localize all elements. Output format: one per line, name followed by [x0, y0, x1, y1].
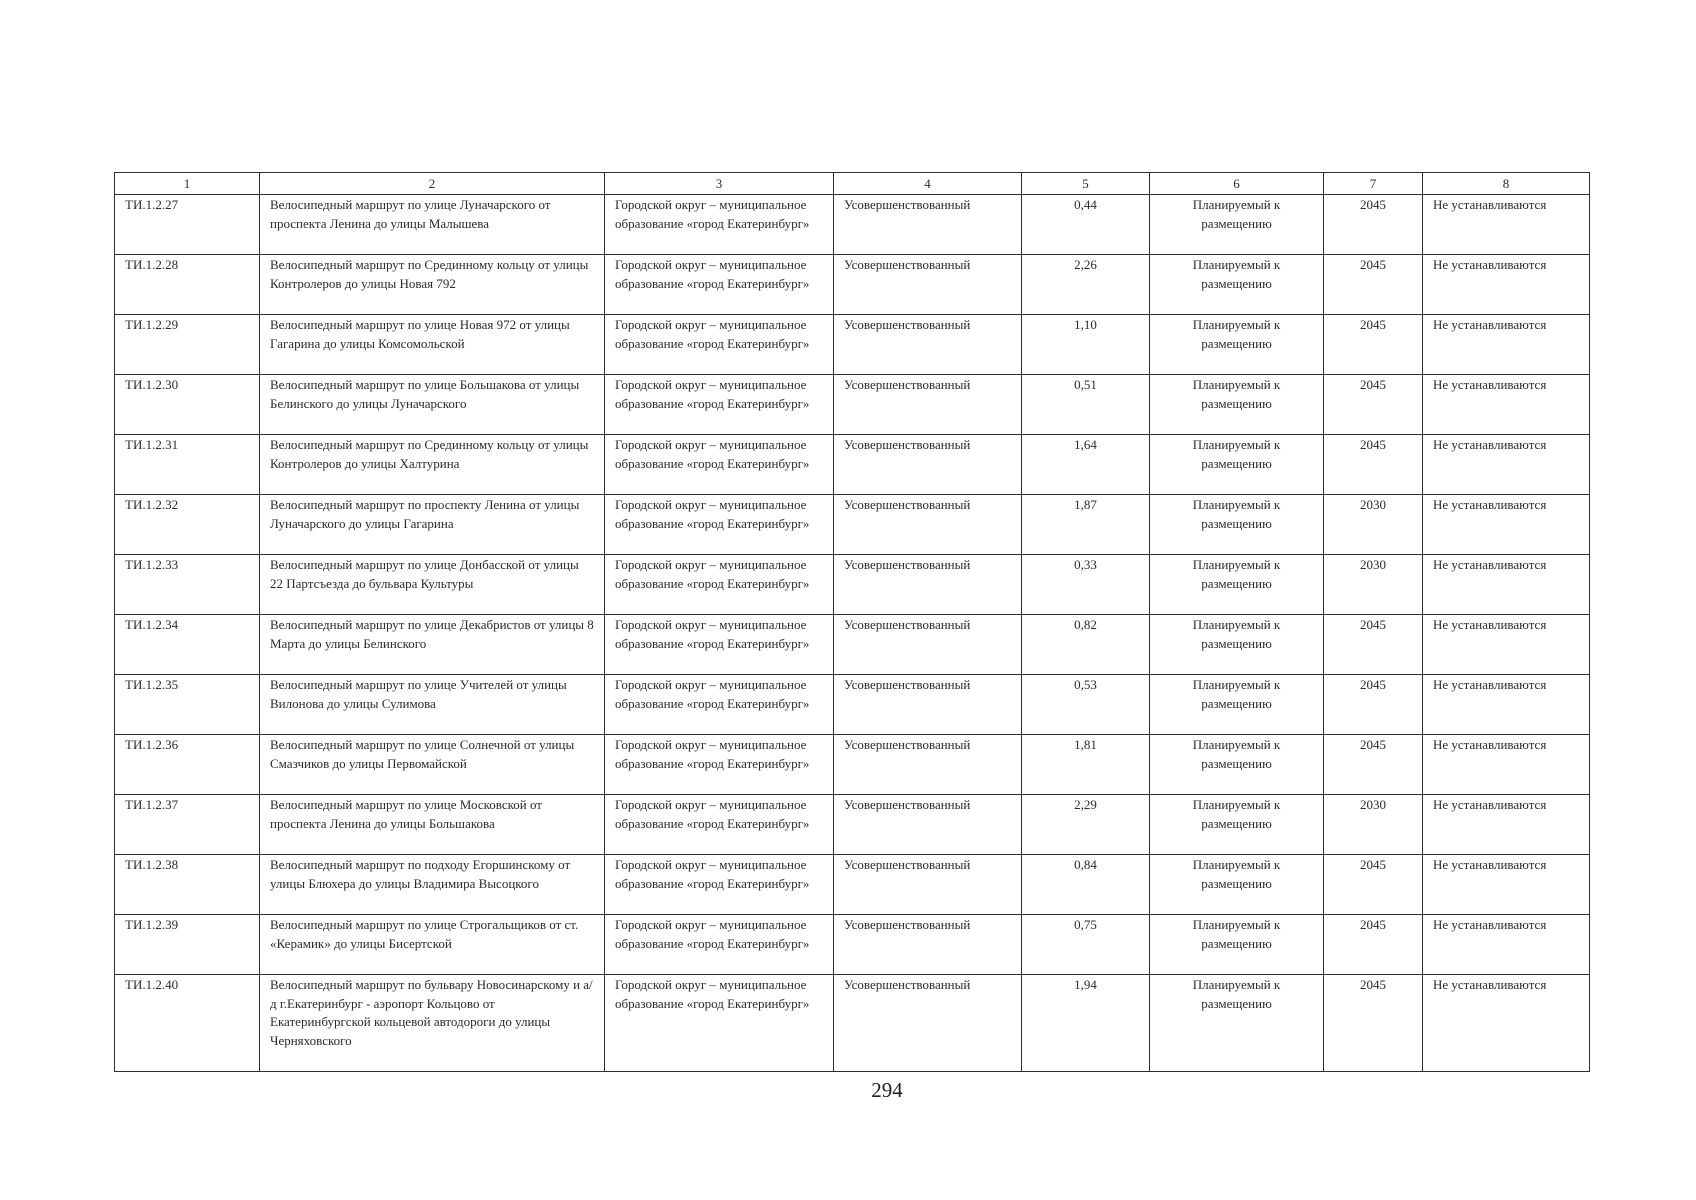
object-name-cell: Велосипедный маршрут по улице Московской от проспекта Ленина до улицы Большакова: [260, 795, 605, 855]
table-row: [115, 795, 1590, 855]
length-cell: 0,33: [1022, 555, 1150, 615]
year-cell: 2045: [1324, 315, 1423, 375]
municipality-cell: Городской округ – муниципальное образование «город Екатеринбург»: [605, 735, 834, 795]
length-cell: 1,64: [1022, 435, 1150, 495]
status-cell: Планируемый к размещению: [1150, 615, 1324, 675]
zone-cell: Не устанавливаются: [1423, 795, 1590, 855]
table-row: [115, 915, 1590, 975]
object-type-cell: Усовершенствованный: [834, 615, 1022, 675]
table-row: [115, 675, 1590, 735]
status-cell: Планируемый к размещению: [1150, 375, 1324, 435]
length-cell: 0,51: [1022, 375, 1150, 435]
year-cell: 2030: [1324, 495, 1423, 555]
zone-cell: Не устанавливаются: [1423, 735, 1590, 795]
object-code-cell: ТИ.1.2.40: [115, 975, 260, 1072]
object-name-cell: Велосипедный маршрут по улице Луначарского от проспекта Ленина до улицы Малышева: [260, 195, 605, 255]
object-type-cell: Усовершенствованный: [834, 855, 1022, 915]
year-cell: 2045: [1324, 675, 1423, 735]
year-cell: 2045: [1324, 195, 1423, 255]
status-cell: Планируемый к размещению: [1150, 315, 1324, 375]
table-row: [115, 615, 1590, 675]
object-code-cell: ТИ.1.2.35: [115, 675, 260, 735]
length-cell: 1,87: [1022, 495, 1150, 555]
length-cell: 0,44: [1022, 195, 1150, 255]
zone-cell: Не устанавливаются: [1423, 375, 1590, 435]
table-row: [115, 735, 1590, 795]
page-number: 294: [871, 1078, 903, 1102]
zone-cell: Не устанавливаются: [1423, 315, 1590, 375]
table-row: [115, 435, 1590, 495]
length-cell: 0,75: [1022, 915, 1150, 975]
status-cell: Планируемый к размещению: [1150, 795, 1324, 855]
year-cell: 2045: [1324, 615, 1423, 675]
object-name-cell: Велосипедный маршрут по проспекту Ленина от улицы Луначарского до улицы Гагарина: [260, 495, 605, 555]
year-cell: 2045: [1324, 735, 1423, 795]
status-cell: Планируемый к размещению: [1150, 255, 1324, 315]
object-type-cell: Усовершенствованный: [834, 735, 1022, 795]
column-header: 7: [1324, 173, 1423, 195]
year-cell: 2030: [1324, 555, 1423, 615]
table-row: [115, 975, 1590, 1072]
object-name-cell: Велосипедный маршрут по улице Большакова от улицы Белинского до улицы Луначарского: [260, 375, 605, 435]
municipality-cell: Городской округ – муниципальное образование «город Екатеринбург»: [605, 975, 834, 1072]
municipality-cell: Городской округ – муниципальное образование «город Екатеринбург»: [605, 555, 834, 615]
municipality-cell: Городской округ – муниципальное образование «город Екатеринбург»: [605, 855, 834, 915]
column-header: 4: [834, 173, 1022, 195]
year-cell: 2045: [1324, 375, 1423, 435]
status-cell: Планируемый к размещению: [1150, 975, 1324, 1072]
object-name-cell: Велосипедный маршрут по улице Новая 972 от улицы Гагарина до улицы Комсомольской: [260, 315, 605, 375]
municipality-cell: Городской округ – муниципальное образование «город Екатеринбург»: [605, 795, 834, 855]
object-type-cell: Усовершенствованный: [834, 975, 1022, 1072]
year-cell: 2045: [1324, 255, 1423, 315]
length-cell: 0,84: [1022, 855, 1150, 915]
object-type-cell: Усовершенствованный: [834, 255, 1022, 315]
object-code-cell: ТИ.1.2.30: [115, 375, 260, 435]
year-cell: 2045: [1324, 975, 1423, 1072]
object-name-cell: Велосипедный маршрут по Срединному кольцу от улицы Контролеров до улицы Халтурина: [260, 435, 605, 495]
year-cell: 2030: [1324, 795, 1423, 855]
column-header: 2: [260, 173, 605, 195]
object-type-cell: Усовершенствованный: [834, 915, 1022, 975]
object-type-cell: Усовершенствованный: [834, 495, 1022, 555]
status-cell: Планируемый к размещению: [1150, 195, 1324, 255]
status-cell: Планируемый к размещению: [1150, 495, 1324, 555]
table-row: [115, 495, 1590, 555]
zone-cell: Не устанавливаются: [1423, 915, 1590, 975]
status-cell: Планируемый к размещению: [1150, 675, 1324, 735]
zone-cell: Не устанавливаются: [1423, 975, 1590, 1072]
municipality-cell: Городской округ – муниципальное образование «город Екатеринбург»: [605, 615, 834, 675]
object-name-cell: Велосипедный маршрут по Срединному кольцу от улицы Контролеров до улицы Новая 792: [260, 255, 605, 315]
object-type-cell: Усовершенствованный: [834, 795, 1022, 855]
object-code-cell: ТИ.1.2.28: [115, 255, 260, 315]
municipality-cell: Городской округ – муниципальное образование «город Екатеринбург»: [605, 435, 834, 495]
table-row: [115, 855, 1590, 915]
object-name-cell: Велосипедный маршрут по подходу Егоршинскому от улицы Блюхера до улицы Владимира Высоцкого: [260, 855, 605, 915]
object-code-cell: ТИ.1.2.27: [115, 195, 260, 255]
object-type-cell: Усовершенствованный: [834, 195, 1022, 255]
municipality-cell: Городской округ – муниципальное образование «город Екатеринбург»: [605, 195, 834, 255]
column-header: 8: [1423, 173, 1590, 195]
object-type-cell: Усовершенствованный: [834, 375, 1022, 435]
table-row: [115, 555, 1590, 615]
object-code-cell: ТИ.1.2.33: [115, 555, 260, 615]
table-row: [115, 315, 1590, 375]
length-cell: 1,10: [1022, 315, 1150, 375]
column-header: 1: [115, 173, 260, 195]
object-code-cell: ТИ.1.2.36: [115, 735, 260, 795]
zone-cell: Не устанавливаются: [1423, 555, 1590, 615]
status-cell: Планируемый к размещению: [1150, 915, 1324, 975]
zone-cell: Не устанавливаются: [1423, 255, 1590, 315]
object-name-cell: Велосипедный маршрут по улице Строгальщиков от ст. «Керамик» до улицы Бисертской: [260, 915, 605, 975]
municipality-cell: Городской округ – муниципальное образование «город Екатеринбург»: [605, 915, 834, 975]
object-code-cell: ТИ.1.2.37: [115, 795, 260, 855]
object-type-cell: Усовершенствованный: [834, 555, 1022, 615]
year-cell: 2045: [1324, 855, 1423, 915]
object-type-cell: Усовершенствованный: [834, 675, 1022, 735]
year-cell: 2045: [1324, 915, 1423, 975]
object-type-cell: Усовершенствованный: [834, 315, 1022, 375]
municipality-cell: Городской округ – муниципальное образование «город Екатеринбург»: [605, 375, 834, 435]
table-row: [115, 255, 1590, 315]
object-name-cell: Велосипедный маршрут по улице Донбасской от улицы 22 Партсъезда до бульвара Культуры: [260, 555, 605, 615]
status-cell: Планируемый к размещению: [1150, 855, 1324, 915]
year-cell: 2045: [1324, 435, 1423, 495]
object-name-cell: Велосипедный маршрут по улице Солнечной от улицы Смазчиков до улицы Первомайской: [260, 735, 605, 795]
length-cell: 1,81: [1022, 735, 1150, 795]
object-name-cell: Велосипедный маршрут по бульвару Новосинарскому и а/д г.Екатеринбург - аэропорт Кольцово от Екатеринбургской кольцевой автодороги до улицы Черняховского: [260, 975, 605, 1072]
length-cell: 0,82: [1022, 615, 1150, 675]
length-cell: 0,53: [1022, 675, 1150, 735]
object-code-cell: ТИ.1.2.32: [115, 495, 260, 555]
column-header: 6: [1150, 173, 1324, 195]
object-name-cell: Велосипедный маршрут по улице Учителей от улицы Вилонова до улицы Сулимова: [260, 675, 605, 735]
status-cell: Планируемый к размещению: [1150, 735, 1324, 795]
object-code-cell: ТИ.1.2.38: [115, 855, 260, 915]
object-type-cell: Усовершенствованный: [834, 435, 1022, 495]
length-cell: 2,29: [1022, 795, 1150, 855]
column-number-row: [115, 173, 1590, 195]
status-cell: Планируемый к размещению: [1150, 555, 1324, 615]
municipality-cell: Городской округ – муниципальное образование «город Екатеринбург»: [605, 495, 834, 555]
column-header: 5: [1022, 173, 1150, 195]
object-code-cell: ТИ.1.2.31: [115, 435, 260, 495]
object-code-cell: ТИ.1.2.29: [115, 315, 260, 375]
object-name-cell: Велосипедный маршрут по улице Декабристов от улицы 8 Марта до улицы Белинского: [260, 615, 605, 675]
zone-cell: Не устанавливаются: [1423, 195, 1590, 255]
length-cell: 2,26: [1022, 255, 1150, 315]
object-code-cell: ТИ.1.2.34: [115, 615, 260, 675]
table-row: [115, 375, 1590, 435]
zone-cell: Не устанавливаются: [1423, 435, 1590, 495]
status-cell: Планируемый к размещению: [1150, 435, 1324, 495]
municipality-cell: Городской округ – муниципальное образование «город Екатеринбург»: [605, 675, 834, 735]
table-row: [115, 195, 1590, 255]
zone-cell: Не устанавливаются: [1423, 675, 1590, 735]
zone-cell: Не устанавливаются: [1423, 855, 1590, 915]
municipality-cell: Городской округ – муниципальное образование «город Екатеринбург»: [605, 315, 834, 375]
municipality-cell: Городской округ – муниципальное образование «город Екатеринбург»: [605, 255, 834, 315]
object-code-cell: ТИ.1.2.39: [115, 915, 260, 975]
column-header: 3: [605, 173, 834, 195]
zone-cell: Не устанавливаются: [1423, 615, 1590, 675]
zone-cell: Не устанавливаются: [1423, 495, 1590, 555]
planned-objects-table: [114, 172, 1590, 1072]
length-cell: 1,94: [1022, 975, 1150, 1072]
